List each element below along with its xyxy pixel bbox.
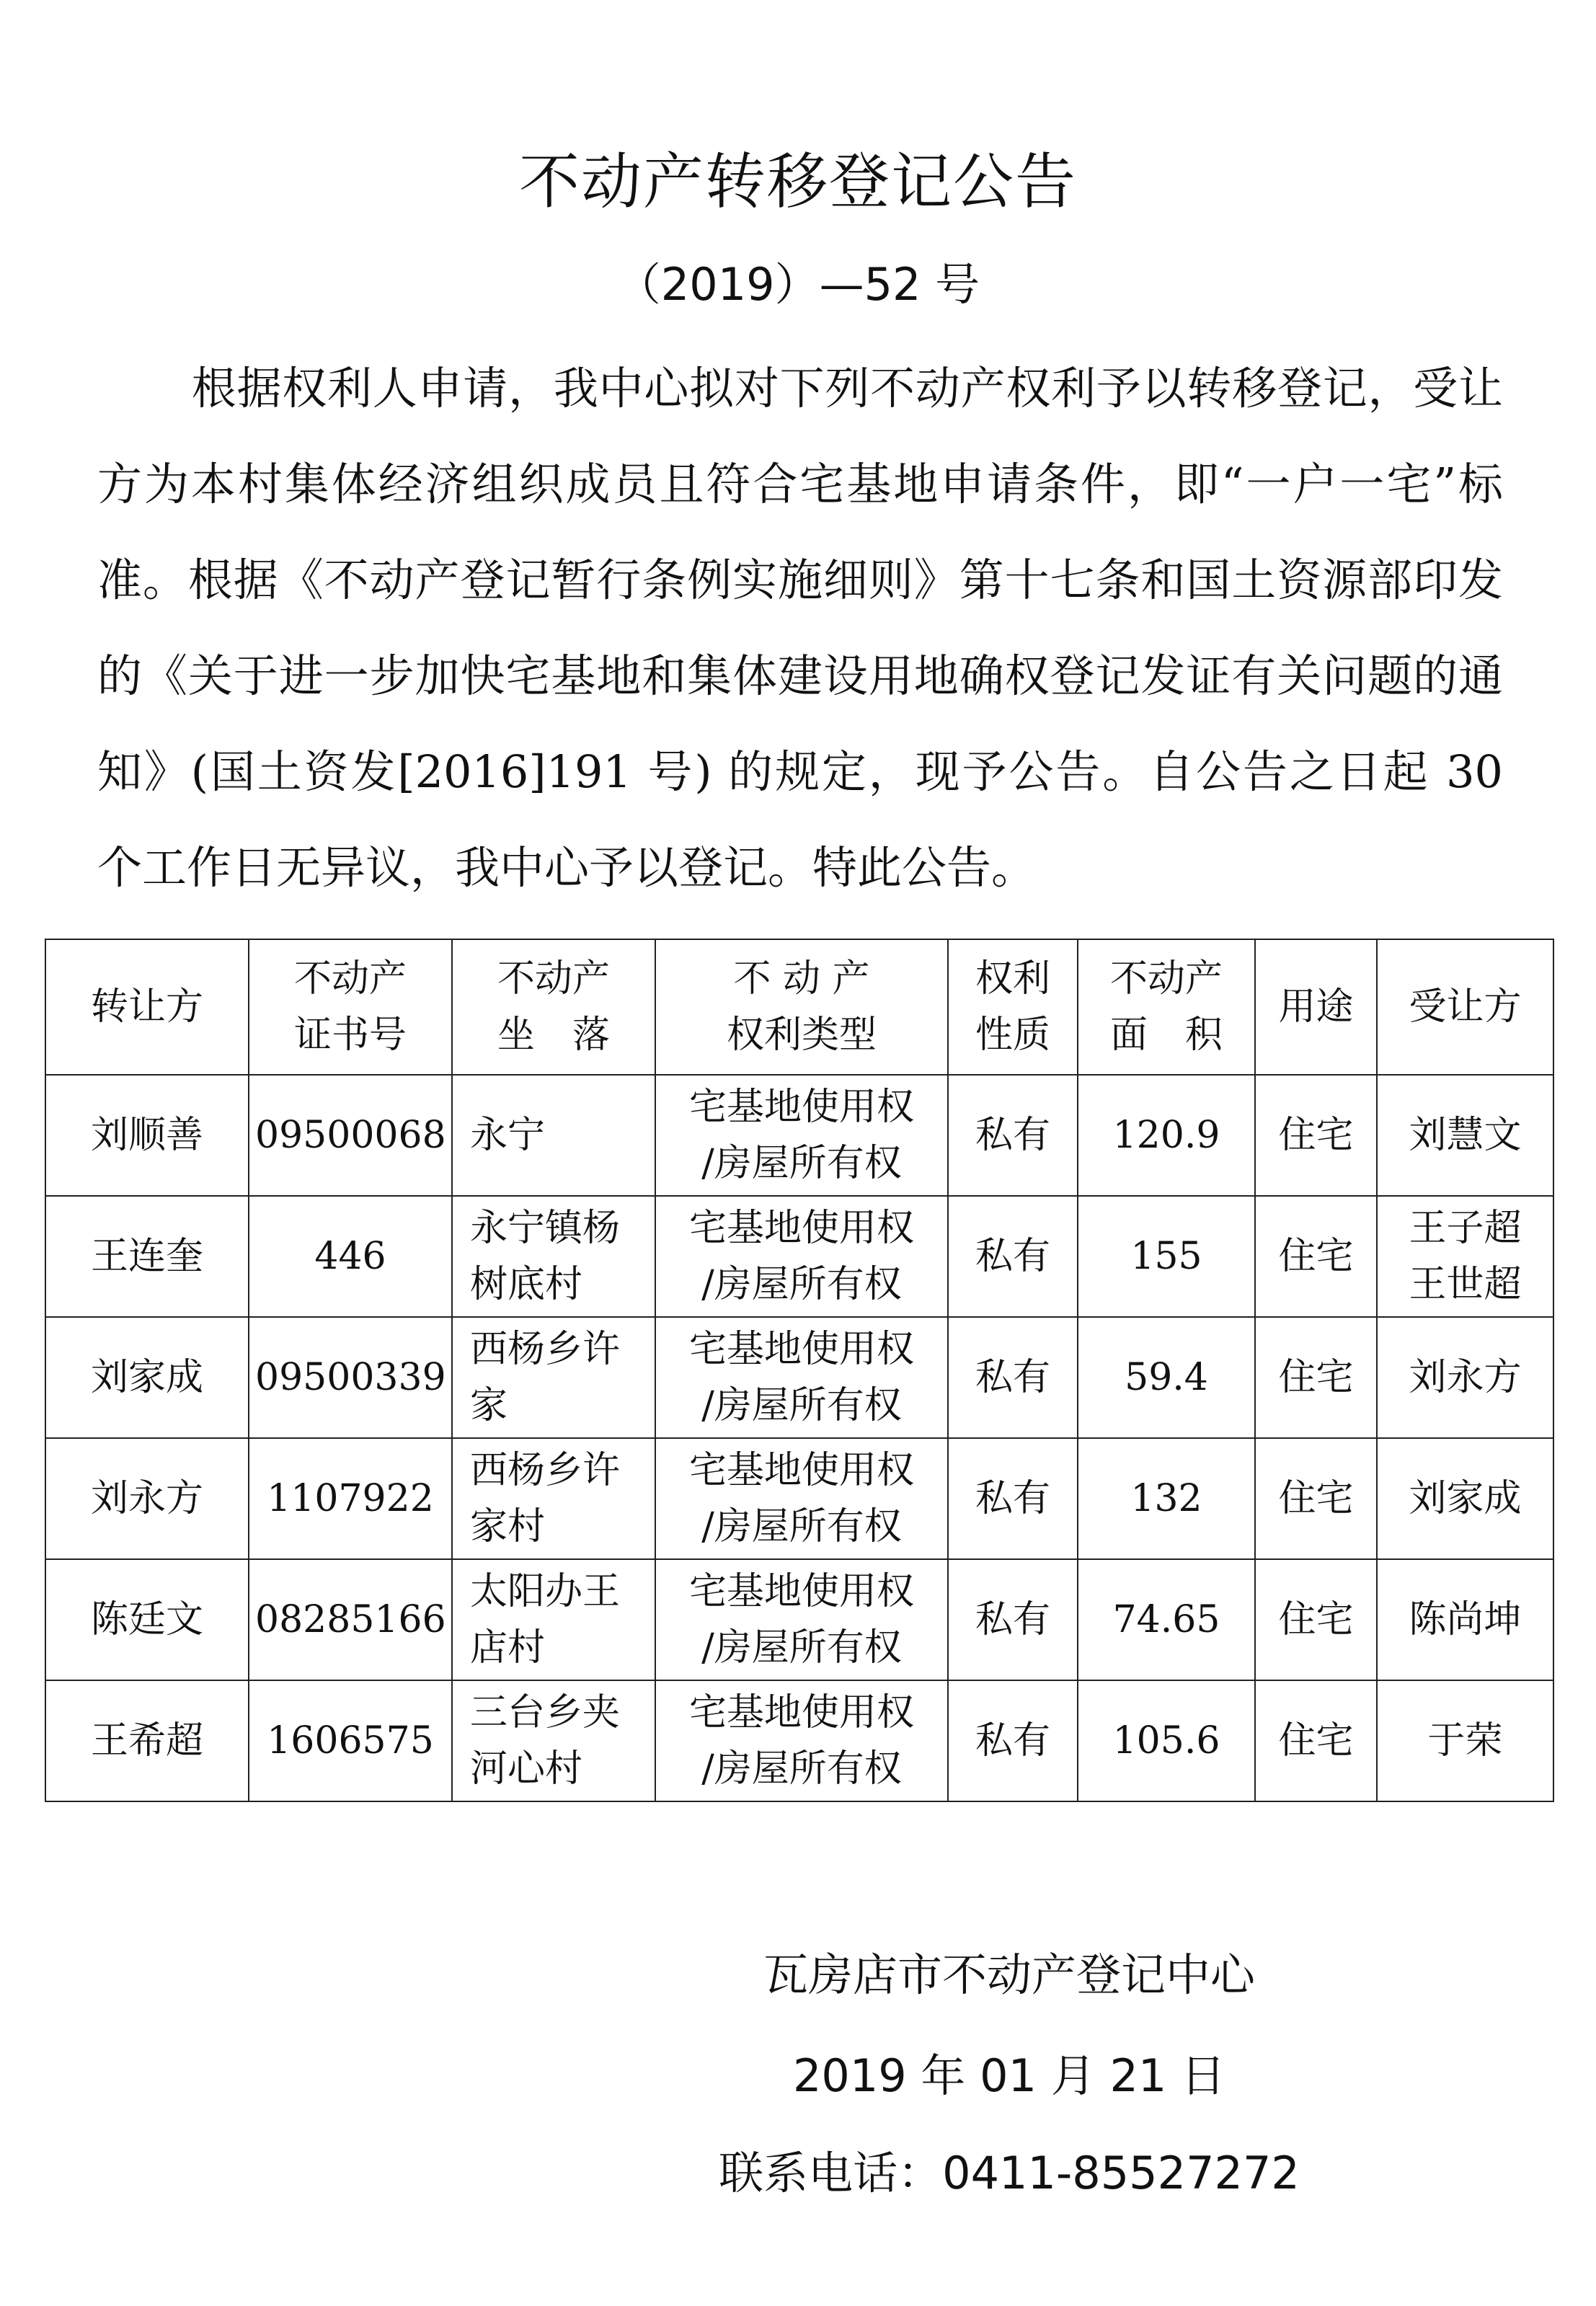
cell-cert-no: 08285166 bbox=[249, 1559, 452, 1680]
cell-transferee bbox=[1377, 1317, 1553, 1438]
cell-transferee bbox=[1377, 1438, 1553, 1559]
transferee-line1: 刘慧文 bbox=[1409, 1114, 1522, 1157]
table-row bbox=[45, 1075, 1553, 1196]
right-type-line1: 宅基地使用权 bbox=[688, 1449, 914, 1492]
table-row bbox=[45, 1317, 1553, 1438]
cell-usage: 住宅 bbox=[1255, 1196, 1377, 1317]
cell-transferor: 王希超 bbox=[45, 1680, 249, 1801]
transferee-line1: 于荣 bbox=[1427, 1719, 1503, 1762]
cell-location bbox=[452, 1559, 655, 1680]
right-type-line2: /房屋所有权 bbox=[701, 1505, 902, 1548]
header-usage: 用途 bbox=[1255, 939, 1377, 1075]
cell-transferor: 王连奎 bbox=[45, 1196, 249, 1317]
location-line1: 永宁 bbox=[470, 1114, 546, 1157]
cell-nature: 私有 bbox=[948, 1317, 1078, 1438]
issue-date: 2019 年 01 月 21 日 bbox=[792, 2049, 1226, 2102]
cell-transferee bbox=[1377, 1196, 1553, 1317]
cell-location bbox=[452, 1075, 655, 1196]
cell-nature: 私有 bbox=[948, 1559, 1078, 1680]
cell-usage: 住宅 bbox=[1255, 1680, 1377, 1801]
cell-right-type bbox=[655, 1075, 948, 1196]
cell-usage: 住宅 bbox=[1255, 1317, 1377, 1438]
right-type-line2: /房屋所有权 bbox=[701, 1747, 902, 1791]
cell-cert-no: 09500339 bbox=[249, 1317, 452, 1438]
right-type-line1: 宅基地使用权 bbox=[688, 1086, 914, 1129]
cell-area: 74.65 bbox=[1078, 1559, 1255, 1680]
location-line1: 西杨乡许 bbox=[470, 1328, 621, 1371]
header-area-line1: 不动产 bbox=[1109, 957, 1223, 1001]
cell-location bbox=[452, 1317, 655, 1438]
transferee-line1: 陈尚坤 bbox=[1409, 1598, 1522, 1641]
cell-transferor: 刘家成 bbox=[45, 1317, 249, 1438]
document-number: （2019）—52 号 bbox=[616, 258, 980, 311]
cell-transferor: 陈廷文 bbox=[45, 1559, 249, 1680]
location-line1: 西杨乡许 bbox=[470, 1449, 621, 1492]
property-transfer-table bbox=[45, 939, 1554, 1802]
header-nature-line1: 权利 bbox=[975, 957, 1050, 1001]
issuing-organization: 瓦房店市不动产登记中心 bbox=[763, 1948, 1255, 2001]
cell-transferee bbox=[1377, 1680, 1553, 1801]
cell-nature: 私有 bbox=[948, 1680, 1078, 1801]
header-transferee: 受让方 bbox=[1377, 939, 1553, 1075]
right-type-line1: 宅基地使用权 bbox=[688, 1570, 914, 1613]
page-title: 不动产转移登记公告 bbox=[518, 146, 1077, 217]
header-transferor: 转让方 bbox=[45, 939, 249, 1075]
cell-right-type bbox=[655, 1196, 948, 1317]
contact-phone: 联系电话：0411-85527272 bbox=[719, 2147, 1300, 2199]
header-area-line2: 面 积 bbox=[1109, 1014, 1223, 1057]
right-type-line2: /房屋所有权 bbox=[701, 1626, 902, 1669]
header-right-type bbox=[655, 939, 948, 1075]
right-type-line1: 宅基地使用权 bbox=[688, 1207, 914, 1250]
transferee-line1: 王子超 bbox=[1409, 1207, 1522, 1250]
location-line2: 树底村 bbox=[470, 1263, 583, 1306]
notice-paragraph-text: 根据权利人申请，我中心拟对下列不动产权利予以转移登记，受让方为本村集体经济组织成员且符合宅基地申请条件，即“一户一宅”标准。根据《不动产登记暂行条例实施细则》第十七条和国土资源部印发的《关于进一步加快宅基地和集体建设用地确权登记发证有关问题的通知》(国土资发[2016]191 号) 的规定，现予公告。自公告之日起 30 个工作日无异议，我中心予以登记。特此公告。 bbox=[97, 362, 1503, 894]
cell-right-type bbox=[655, 1559, 948, 1680]
right-type-line2: /房屋所有权 bbox=[701, 1263, 902, 1306]
cell-transferee bbox=[1377, 1075, 1553, 1196]
header-location bbox=[452, 939, 655, 1075]
header-location-line2: 坐 落 bbox=[497, 1014, 610, 1057]
cell-area: 120.9 bbox=[1078, 1075, 1255, 1196]
cell-usage: 住宅 bbox=[1255, 1559, 1377, 1680]
header-right-type-line2: 权利类型 bbox=[726, 1014, 877, 1057]
cell-location bbox=[452, 1680, 655, 1801]
cell-transferor: 刘永方 bbox=[45, 1438, 249, 1559]
location-line1: 太阳办王 bbox=[470, 1570, 621, 1613]
cell-usage: 住宅 bbox=[1255, 1438, 1377, 1559]
header-cert-no-line2: 证书号 bbox=[293, 1014, 407, 1057]
location-line1: 永宁镇杨 bbox=[470, 1207, 621, 1250]
notice-paragraph bbox=[97, 340, 1503, 915]
cell-location bbox=[452, 1438, 655, 1559]
header-cert-no bbox=[249, 939, 452, 1075]
cell-transferor: 刘顺善 bbox=[45, 1075, 249, 1196]
location-line1: 三台乡夹 bbox=[470, 1691, 621, 1734]
location-line2: 家村 bbox=[470, 1505, 546, 1548]
cell-usage: 住宅 bbox=[1255, 1075, 1377, 1196]
cell-area: 155 bbox=[1078, 1196, 1255, 1317]
cell-cert-no: 09500068 bbox=[249, 1075, 452, 1196]
location-line2: 家 bbox=[470, 1384, 508, 1427]
transferee-line1: 刘家成 bbox=[1409, 1477, 1522, 1520]
right-type-line1: 宅基地使用权 bbox=[688, 1328, 914, 1371]
cell-right-type bbox=[655, 1680, 948, 1801]
header-area bbox=[1078, 939, 1255, 1075]
header-right-type-line1: 不 动 产 bbox=[733, 957, 870, 1001]
cell-nature: 私有 bbox=[948, 1438, 1078, 1559]
header-nature-line2: 性质 bbox=[975, 1014, 1050, 1057]
table-row bbox=[45, 1438, 1553, 1559]
cell-area: 132 bbox=[1078, 1438, 1255, 1559]
table-row bbox=[45, 1680, 1553, 1801]
transferee-line1: 刘永方 bbox=[1409, 1356, 1522, 1399]
table-row bbox=[45, 1559, 1553, 1680]
cell-right-type bbox=[655, 1438, 948, 1559]
cell-nature: 私有 bbox=[948, 1196, 1078, 1317]
transferee-line2: 王世超 bbox=[1409, 1263, 1522, 1306]
right-type-line2: /房屋所有权 bbox=[701, 1384, 902, 1427]
table-header-row bbox=[45, 939, 1553, 1075]
cell-area: 59.4 bbox=[1078, 1317, 1255, 1438]
header-cert-no-line1: 不动产 bbox=[293, 957, 407, 1001]
cell-area: 105.6 bbox=[1078, 1680, 1255, 1801]
right-type-line2: /房屋所有权 bbox=[701, 1142, 902, 1185]
header-nature bbox=[948, 939, 1078, 1075]
cell-cert-no: 1606575 bbox=[249, 1680, 452, 1801]
right-type-line1: 宅基地使用权 bbox=[688, 1691, 914, 1734]
location-line2: 河心村 bbox=[470, 1747, 583, 1791]
header-location-line1: 不动产 bbox=[497, 957, 610, 1001]
cell-transferee bbox=[1377, 1559, 1553, 1680]
table-row bbox=[45, 1196, 1553, 1317]
cell-location bbox=[452, 1196, 655, 1317]
cell-cert-no: 1107922 bbox=[249, 1438, 452, 1559]
cell-nature: 私有 bbox=[948, 1075, 1078, 1196]
location-line2: 店村 bbox=[470, 1626, 546, 1669]
cell-cert-no: 446 bbox=[249, 1196, 452, 1317]
cell-right-type bbox=[655, 1317, 948, 1438]
